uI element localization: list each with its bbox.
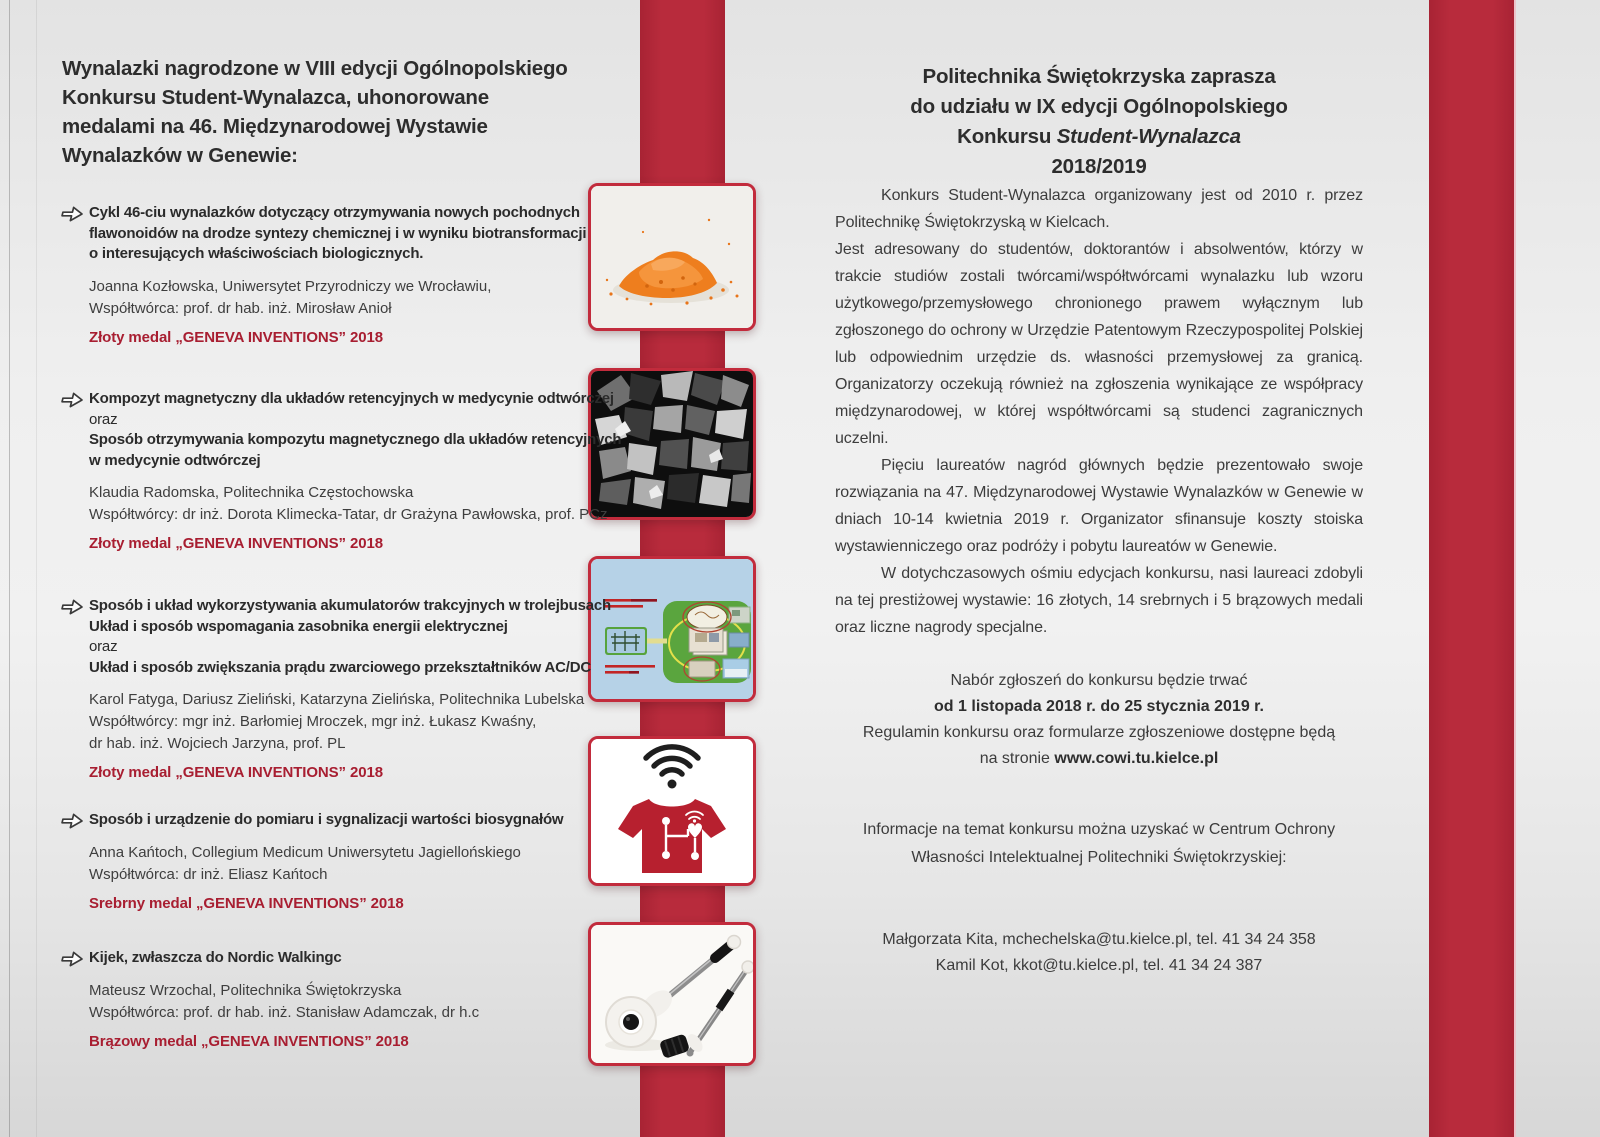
invention-item xyxy=(62,596,628,781)
info-block: Informacje na temat konkursu można uzyskać w Centrum Ochrony Własności Intelektualnej Politechniki Świętokrzyskiej: xyxy=(862,821,1336,866)
call-line: na stronie www.cowi.tu.kielce.pl xyxy=(979,750,1219,767)
authors-block xyxy=(89,276,628,320)
right-page xyxy=(835,0,1363,979)
arrow-icon xyxy=(59,204,85,224)
invention-title xyxy=(89,596,628,678)
contact-line: Małgorzata Kita, mchechelska@tu.kielce.pl, tel. 41 34 24 358 xyxy=(882,931,1316,948)
paragraph-medals: W dotychczasowych ośmiu edycjach konkursu, nasi laureaci zdobyli na tej prestiżowej wystawie: 16 złotych, 14 srebrnych i 5 brązowych medali oraz liczne nagrody specjalne. xyxy=(835,565,1363,636)
authors-block xyxy=(89,482,628,526)
invention-title-line: Cykl 46-ciu wynalazków dotyczący otrzymywania nowych pochodnych xyxy=(89,204,580,221)
left-page-title-line: Konkursu Student-Wynalazca, uhonorowane xyxy=(62,86,489,109)
author-line: Współtwórca: prof. dr hab. inż. Stanisław Adamczak, dr h.c xyxy=(89,1003,480,1021)
left-page-title xyxy=(62,54,568,170)
invention-title-line: Kijek, zwłaszcza do Nordic Walkingc xyxy=(89,949,342,966)
arrow-icon xyxy=(59,390,85,410)
arrow-icon xyxy=(59,949,85,969)
author-line: Współtwórca: dr inż. Eliasz Kańtoch xyxy=(89,865,328,883)
invention-title xyxy=(89,810,628,831)
author-line: Współtwórcy: dr inż. Dorota Klimecka-Tatar, dr Grażyna Pawłowska, prof. PCz xyxy=(89,506,608,523)
medal-award: Złoty medal „GENEVA INVENTIONS” 2018 xyxy=(89,764,383,781)
page-fold-crease xyxy=(36,0,37,1137)
invention-item xyxy=(62,389,628,552)
invention-title xyxy=(89,389,628,471)
paragraph-geneva: Pięciu laureatów nagród głównych będzie prezentowało swoje rozwiązania na 47. Międzynarodowej Wystawie Wynalazków w Genewie w dniach 10-14 kwietnia 2019 r. Organizator sfinansuje koszty stoiska wystawienniczego oraz podróży i pobytu laureatów w Genewie. xyxy=(835,457,1363,555)
right-red-band xyxy=(1429,0,1514,1137)
right-page-title xyxy=(835,62,1363,182)
left-page-title-line: Wynalazki nagrodzone w VIII edycji Ogólnopolskiego xyxy=(62,57,568,80)
call-line: Regulamin konkursu oraz formularze zgłoszeniowe dostępne będą xyxy=(862,724,1336,741)
website-url: www.cowi.tu.kielce.pl xyxy=(1054,750,1219,767)
authors-block xyxy=(89,689,628,755)
author-line: Klaudia Radomska, Politechnika Częstochowska xyxy=(89,484,414,501)
page-fold-line xyxy=(9,0,10,1137)
invention-title-line: flawonoidów na drodze syntezy chemicznej i w wyniku biotransformacji xyxy=(89,224,587,242)
medal-award: Złoty medal „GENEVA INVENTIONS” 2018 xyxy=(89,535,383,552)
invention-title-line: Układ i sposób zwiększania prądu zwarciowego przekształtników AC/DC xyxy=(89,658,591,676)
connector-word: oraz xyxy=(89,638,118,655)
medal-award: Brązowy medal „GENEVA INVENTIONS” 2018 xyxy=(89,1032,409,1050)
arrow-icon xyxy=(59,597,85,617)
competition-name-italic: Student-Wynalazca xyxy=(1056,125,1241,148)
right-page-title-line: Politechnika Świętokrzyska zaprasza xyxy=(922,65,1276,88)
arrow-icon xyxy=(59,811,85,831)
call-line: Nabór zgłoszeń do konkursu będzie trwać xyxy=(950,672,1248,689)
left-page xyxy=(62,0,628,1137)
invention-title-line: Sposób i urządzenie do pomiaru i sygnalizacji wartości biosygnałów xyxy=(89,811,564,828)
author-line: dr hab. inż. Wojciech Jarzyna, prof. PL xyxy=(89,735,346,752)
paragraph-intro: Konkurs Student-Wynalazca organizowany jest od 2010 r. przez Politechnikę Świętokrzyską w Kielcach. xyxy=(835,187,1363,231)
medal-award: Srebrny medal „GENEVA INVENTIONS” 2018 xyxy=(89,894,404,912)
invention-title-line: Kompozyt magnetyczny dla układów retencyjnych w medycynie odtwórczej xyxy=(89,390,614,407)
author-line: Joanna Kozłowska, Uniwersytet Przyrodniczy we Wrocławiu, xyxy=(89,277,492,295)
invention-title-line: Sposób otrzymywania kompozytu magnetycznego dla układów retencyjnych xyxy=(89,431,622,448)
invention-title xyxy=(89,203,628,265)
author-line: Współtwórcy: mgr inż. Barłomiej Mroczek, mgr inż. Łukasz Kwaśny, xyxy=(89,713,537,730)
right-page-title-line: Konkursu Student-Wynalazca xyxy=(957,125,1241,148)
author-line: Współtwórca: prof. dr hab. inż. Mirosław Anioł xyxy=(89,299,392,317)
application-call-block xyxy=(835,668,1363,772)
contacts-block xyxy=(835,927,1363,979)
authors-block xyxy=(89,842,628,886)
call-dates: od 1 listopada 2018 r. do 25 stycznia 2019 r. xyxy=(934,698,1264,715)
paragraph-eligibility: Jest adresowany do studentów, doktorantów i absolwentów, którzy w trakcie studiów zostali twórcami/współtwórcami wynalazku lub wzoru użytkowego/przemysłowego chronionego prawem wyłącznym lub zgłoszonego do ochrony w Urzędzie Patentowym Rzeczypospolitej Polskiej lub odpowiednim urzędzie ds. własności przemysłowej za granicą. Organizatorzy oczekują również na zgłoszenia wynikające ze współpracy międzynarodowej, w której współtwórcami są studenci zagranicznych uczelni. xyxy=(835,241,1363,447)
authors-block xyxy=(89,980,628,1024)
right-page-title-line: 2018/2019 xyxy=(1051,155,1147,178)
left-page-title-line: Wynalazków w Genewie: xyxy=(62,144,298,167)
invention-title-line: w medycynie odtwórczej xyxy=(89,451,261,469)
invention-item xyxy=(62,948,628,1050)
invention-title-line: Sposób i układ wykorzystywania akumulatorów trakcyjnych w trolejbusach xyxy=(89,597,611,614)
right-page-title-line: do udziału w IX edycji Ogólnopolskiego xyxy=(910,95,1288,118)
author-line: Anna Kańtoch, Collegium Medicum Uniwersytetu Jagiellońskiego xyxy=(89,843,521,861)
author-line: Mateusz Wrzochal, Politechnika Świętokrzyska xyxy=(89,981,402,999)
medal-award: Złoty medal „GENEVA INVENTIONS” 2018 xyxy=(89,328,383,346)
invention-title-line: o interesujących właściwościach biologicznych. xyxy=(89,245,424,262)
invention-item xyxy=(62,810,628,912)
author-line: Karol Fatyga, Dariusz Zieliński, Katarzyna Zielińska, Politechnika Lubelska xyxy=(89,691,585,708)
invention-title-line: Układ i sposób wspomagania zasobnika energii elektrycznej xyxy=(89,617,508,635)
contact-line: Kamil Kot, kkot@tu.kielce.pl, tel. 41 34 24 387 xyxy=(935,957,1263,974)
left-page-title-line: medalami na 46. Międzynarodowej Wystawie xyxy=(62,115,488,138)
invention-item xyxy=(62,203,628,346)
invention-title xyxy=(89,948,628,969)
connector-word: oraz xyxy=(89,410,118,428)
